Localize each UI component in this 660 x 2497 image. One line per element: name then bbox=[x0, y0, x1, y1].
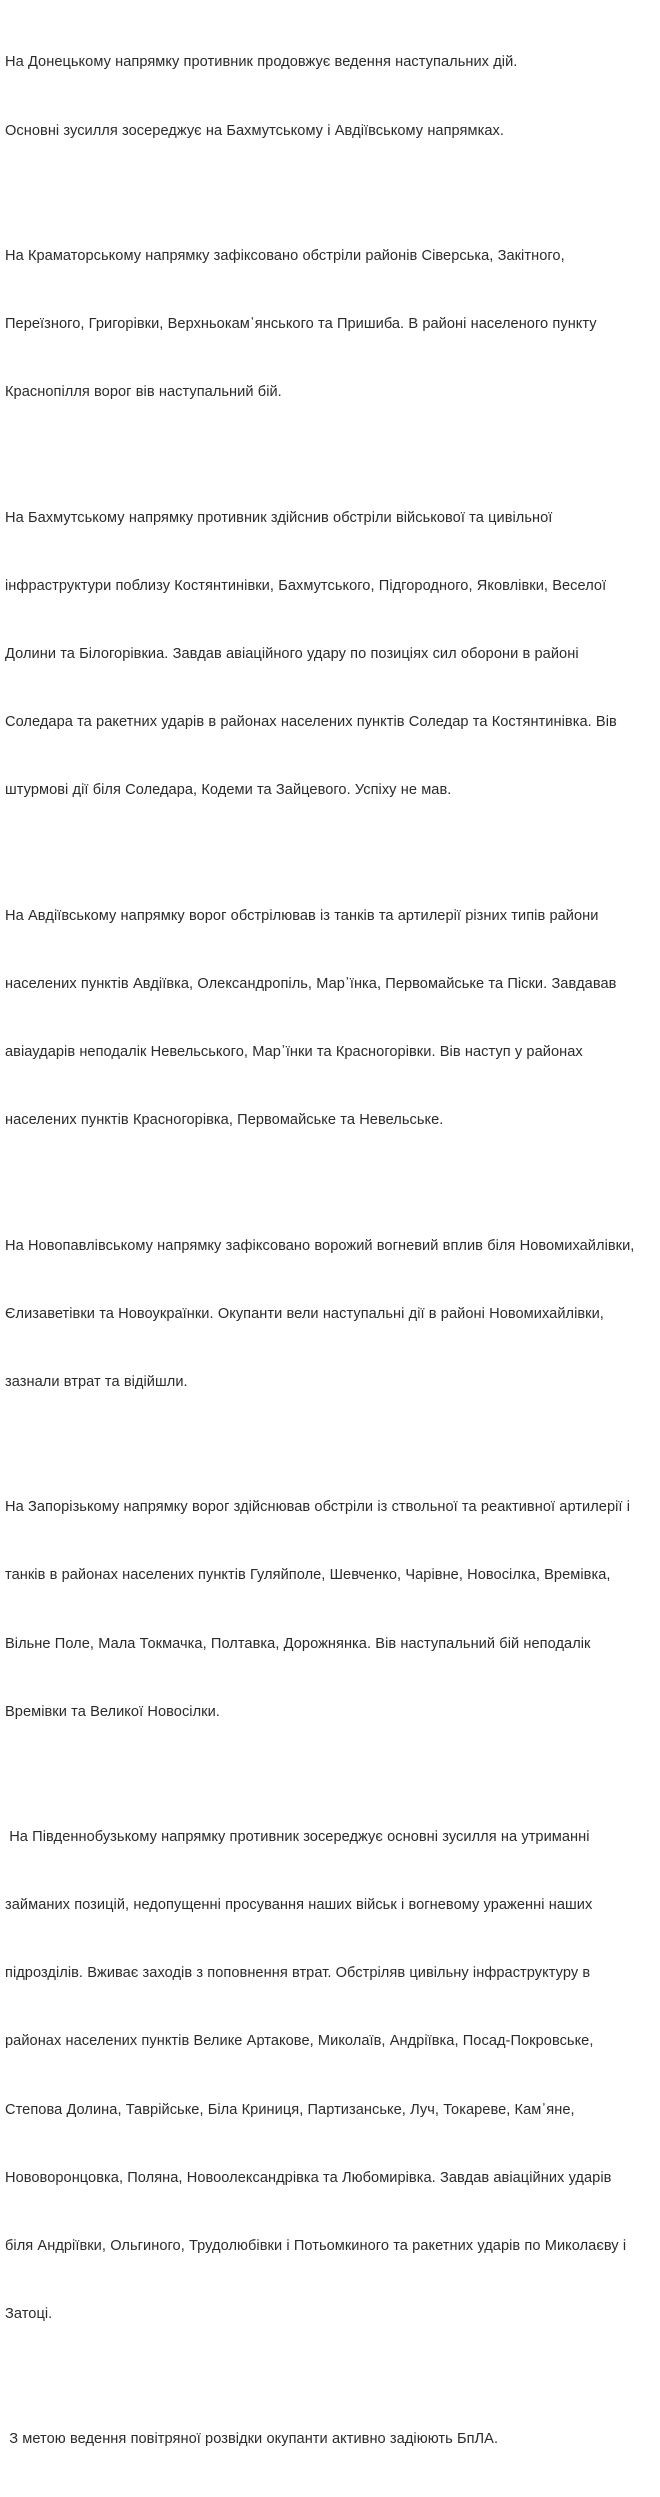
text-line: населених пунктів Красногорівка, Первомайське та Невельське. bbox=[5, 1112, 444, 1129]
paragraph-donetsk-direction bbox=[5, 6, 652, 188]
text-line: підрозділів. Вживає заходів з поповнення втрат. Обстріляв цивільну інфраструктуру в bbox=[5, 1965, 591, 1982]
text-line: зазнали втрат та відійшли. bbox=[5, 1373, 188, 1390]
text-line: інфраструктури поблизу Костянтинівки, Бахмутського, Підгородного, Яковлівки, Веселої bbox=[5, 577, 607, 594]
paragraph-novopavlivka-direction bbox=[5, 1189, 652, 1439]
text-line: Затоці. bbox=[5, 2305, 53, 2322]
text-line: Времівки та Великої Новосілки. bbox=[5, 1703, 220, 1720]
text-line: населених пунктів Авдіївка, Олександропіль, Мар᾽їнка, Первомайське та Піски. Завдавав bbox=[5, 975, 617, 992]
text-line: штурмові дії біля Соледара, Кодеми та Зайцевого. Успіху не мав. bbox=[5, 782, 452, 799]
text-line: На Новопавлівському напрямку зафіксовано ворожий вогневий вплив біля Новомихайлівки, bbox=[5, 1237, 635, 1254]
text-line: Вільне Поле, Мала Токмачка, Полтавка, Дорожнянка. Вів наступальний бій неподалік bbox=[5, 1635, 591, 1652]
text-line: біля Андріївки, Ольгиного, Трудолюбівки і Потьомкиного та ракетних ударів по Миколаєву і bbox=[5, 2237, 627, 2254]
text-line: Переїзного, Григорівки, Верхньокам᾽янського та Пришиба. В районі населеного пункту bbox=[5, 316, 597, 333]
text-line: районах населених пунктів Велике Артакове, Миколаїв, Андріївка, Посад-Покровське, bbox=[5, 2033, 594, 2050]
text-line: На Бахмутському напрямку противник здійснив обстріли військової та цивільної bbox=[5, 509, 553, 526]
paragraph-zaporizhzhia-direction bbox=[5, 1451, 652, 1769]
text-line: Єлизаветівки та Новоукраїнки. Окупанти вели наступальні дії в районі Новомихайлівки, bbox=[5, 1305, 604, 1322]
paragraph-avdiivka-direction bbox=[5, 859, 652, 1177]
text-line: На Краматорському напрямку зафіксовано обстріли районів Сіверська, Закітного, bbox=[5, 248, 565, 265]
paragraph-kramatorsk-direction bbox=[5, 200, 652, 450]
text-line: Основні зусилля зосереджує на Бахмутському і Авдіївському напрямках. bbox=[5, 122, 504, 139]
text-line: На Авдіївському напрямку ворог обстрілював із танків та артилерії різних типів райони bbox=[5, 907, 599, 924]
text-line: На Запорізькому напрямку ворог здійснював обстріли із ствольної та реактивної артилерії і bbox=[5, 1499, 631, 1516]
paragraph-pivdennyi-buh-direction bbox=[5, 1781, 652, 2371]
paragraph-uav-reconnaissance bbox=[5, 2383, 652, 2497]
text-line: танків в районах населених пунктів Гуляйполе, Шевченко, Чарівне, Новосілка, Времівка, bbox=[5, 1567, 611, 1584]
text-line: Долини та Білогорівкиа. Завдав авіаційного удару по позиціях сил оборони в районі bbox=[5, 645, 579, 662]
text-line: Нововоронцовка, Поляна, Новоолександрівка та Любомирівка. Завдав авіаційних ударів bbox=[5, 2169, 612, 2186]
text-line: займаних позицій, недопущенні просування наших військ і вогневому ураженні наших bbox=[5, 1897, 593, 1914]
paragraph-bakhmut-direction bbox=[5, 461, 652, 847]
text-line: На Донецькому напрямку противник продовжує ведення наступальних дій. bbox=[5, 54, 518, 71]
text-line: авіаударів неподалік Невельського, Мар᾽їнки та Красногорівки. Вів наступ у районах bbox=[5, 1043, 583, 1060]
text-line: Степова Долина, Таврійське, Біла Криниця, Партизанське, Луч, Токареве, Кам᾽яне, bbox=[5, 2101, 575, 2118]
text-line: Соледара та ракетних ударів в районах населених пунктів Соледар та Костянтинівка. Вів bbox=[5, 714, 617, 731]
text-line: На Південнобузькому напрямку противник зосереджує основні зусилля на утриманні bbox=[5, 1829, 590, 1846]
text-line: Краснопілля ворог вів наступальний бій. bbox=[5, 384, 282, 401]
text-line: З метою ведення повітряної розвідки окупанти активно задіюють БпЛА. bbox=[5, 2431, 499, 2448]
